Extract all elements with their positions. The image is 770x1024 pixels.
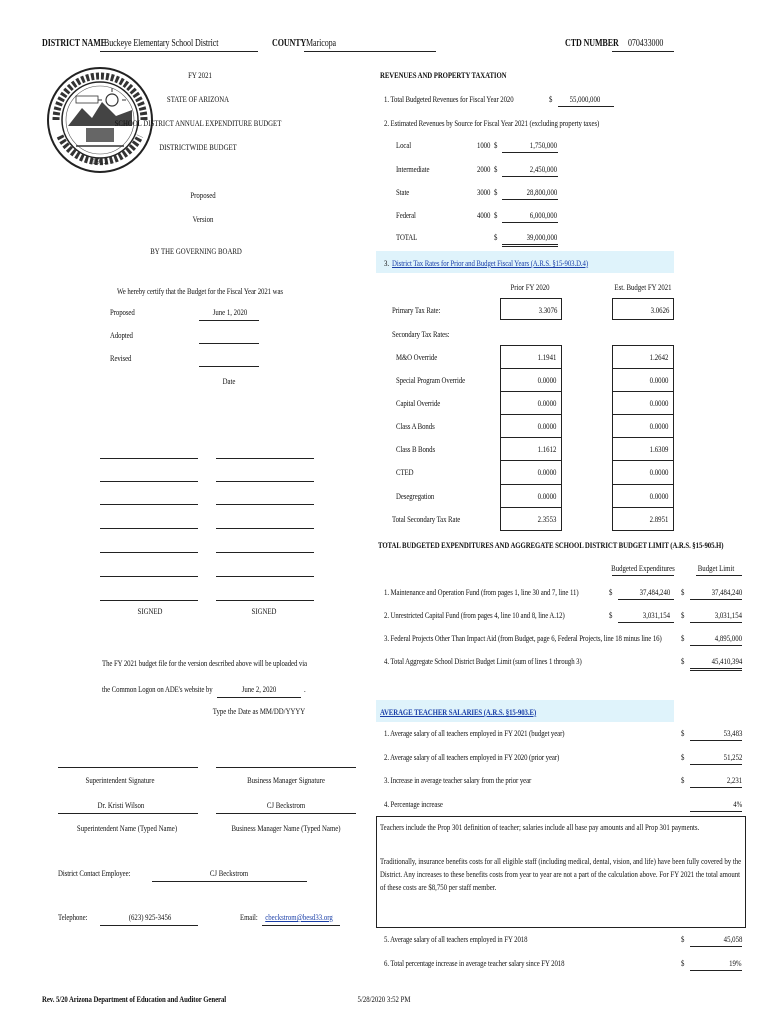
email-link[interactable]: cbeckstrom@besd33.org: [265, 912, 333, 922]
teacher-salaries-link[interactable]: AVERAGE TEACHER SALARIES (A.R.S. §15-903.E): [380, 707, 537, 717]
proposed-label: Proposed: [110, 307, 135, 317]
footer-revision: Rev. 5/20 Arizona Department of Education and Auditor General: [42, 994, 227, 1004]
certify-text: We hereby certify that the Budget for the Fiscal Year 2021 was: [117, 286, 283, 296]
tax-row-budget: 0.0000: [649, 421, 668, 431]
districtwide-title: DISTRICTWIDE BUDGET: [159, 142, 237, 152]
svg-text:1912: 1912: [92, 157, 108, 166]
tax-line-3-number: 3.: [384, 258, 389, 268]
district-name-value: Buckeye Elementary School District: [104, 38, 219, 49]
source-intermediate-label: Intermediate: [396, 164, 430, 174]
salary-row-label: 1. Average salary of all teachers employed in FY 2021 (budget year): [384, 728, 565, 738]
ctd-number-label: CTD NUMBER: [565, 38, 619, 49]
tax-row-label: Class A Bonds: [396, 421, 435, 431]
primary-tax-prior-box: [500, 298, 562, 320]
business-manager-typed-label: Business Manager Name (Typed Name): [231, 823, 341, 833]
limit-row-expenditures: 3,031,154: [642, 610, 670, 620]
total-secondary-label: Total Secondary Tax Rate: [392, 514, 461, 524]
limit-row-label: 1. Maintenance and Operation Fund (from pages 1, line 30 and 7, line 11): [384, 587, 579, 597]
county-value: Maricopa: [306, 38, 337, 49]
tax-row-prior: 0.0000: [537, 375, 556, 385]
source-local-label: Local: [396, 140, 412, 150]
adopted-label: Adopted: [110, 330, 133, 340]
telephone-label: Telephone:: [58, 912, 88, 922]
source-total-value: 39,000,000: [526, 232, 557, 242]
salary-notes-box: [376, 816, 746, 928]
secondary-tax-label: Secondary Tax Rates:: [392, 329, 450, 339]
tax-col-budget: Est. Budget FY 2021: [614, 282, 672, 292]
source-intermediate-code: 2000: [477, 164, 491, 174]
signed-label-1: SIGNED: [137, 606, 163, 616]
upload-text-1: The FY 2021 budget file for the version described above will be uploaded via: [102, 658, 307, 668]
salary-row-label: 6. Total percentage increase in average teacher salary since FY 2018: [384, 958, 565, 968]
budget-limit-title: TOTAL BUDGETED EXPENDITURES AND AGGREGATE SCHOOL DISTRICT BUDGET LIMIT (A.R.S. §15-905.H): [378, 540, 724, 550]
salary-row-label: 3. Increase in average teacher salary from the prior year: [384, 775, 532, 785]
superintendent-signature-label: Superintendent Signature: [85, 775, 155, 785]
tax-row-budget: 0.0000: [649, 467, 668, 477]
source-state-code: 3000: [477, 187, 491, 197]
upload-date: June 2, 2020: [241, 684, 277, 694]
tax-row-budget: 0.0000: [649, 398, 668, 408]
source-state-label: State: [396, 187, 410, 197]
limit-row-expenditures: 37,484,240: [639, 587, 670, 597]
salary-row-value: 51,252: [723, 752, 742, 762]
governing-board-text: BY THE GOVERNING BOARD: [150, 246, 242, 256]
budget-title: SCHOOL DISTRICT ANNUAL EXPENDITURE BUDGET: [114, 118, 282, 128]
tax-row-budget: 1.6309: [649, 444, 668, 454]
limit-row-limit: 45,410,394: [711, 656, 742, 666]
tax-rates-link[interactable]: District Tax Rates for Prior and Budget Fiscal Years (A.R.S. §15-903.D.4): [392, 258, 589, 268]
limit-row-label: 2. Unrestricted Capital Fund (from pages 4, line 10 and 8, line A.12): [384, 610, 565, 620]
salary-note-1: Teachers include the Prop 301 definition of teacher; salaries include all base pay amounts and all Prop 301 payments.: [380, 822, 700, 832]
tax-row-prior: 0.0000: [537, 398, 556, 408]
salary-row-label: 4. Percentage increase: [384, 799, 443, 809]
email-label: Email:: [240, 912, 258, 922]
source-state-value: 28,800,000: [526, 187, 557, 197]
telephone-value: (623) 925-3456: [128, 912, 172, 922]
superintendent-typed-label: Superintendent Name (Typed Name): [76, 823, 178, 833]
ctd-number-value: 070433000: [628, 38, 664, 49]
source-total-label: TOTAL: [396, 232, 418, 242]
source-local-value: 1,750,000: [529, 140, 557, 150]
salary-row-value: 4%: [732, 799, 742, 809]
limit-row-dollar-2: $: [681, 633, 685, 643]
district-contact-label: District Contact Employee:: [58, 868, 131, 878]
fiscal-year-title: FY 2021: [188, 70, 212, 80]
source-federal-value: 6,000,000: [529, 210, 557, 220]
tax-row-prior: 1.1612: [537, 444, 556, 454]
primary-tax-label: Primary Tax Rate:: [392, 305, 441, 315]
primary-tax-prior: 3.3076: [538, 305, 557, 315]
superintendent-name: Dr. Kristi Wilson: [97, 800, 145, 810]
tax-row-prior: 0.0000: [537, 467, 556, 477]
county-label: COUNTY: [272, 38, 307, 49]
tax-row-label: Capital Override: [396, 398, 441, 408]
tax-row-label: M&O Override: [396, 352, 438, 362]
district-contact-value: CJ Beckstrom: [209, 868, 249, 878]
secondary-budget-column: [612, 345, 674, 531]
tax-col-prior: Prior FY 2020: [510, 282, 550, 292]
salary-note-2: Traditionally, insurance benefits costs for all eligible staff (including medical, dental, vision, and life) have been fully covered by the District. Any increases to these benefits costs from year to year are not a part of the calculation above. For FY 2021 the total amount of these costs are $8,750 per staff member.: [380, 856, 742, 892]
limit-row-label: 3. Federal Projects Other Than Impact Aid (from Budget, page 6, Federal Projects, line 18 minus line 16): [384, 633, 662, 643]
state-title: STATE OF ARIZONA: [166, 94, 230, 104]
upload-text-2: the Common Logon on ADE's website by: [102, 684, 213, 694]
tax-row-budget: 0.0000: [649, 375, 668, 385]
business-manager-name: CJ Beckstrom: [266, 800, 306, 810]
limit-row-limit: 3,031,154: [714, 610, 742, 620]
secondary-prior-column: [500, 345, 562, 531]
signed-label-2: SIGNED: [251, 606, 277, 616]
revised-label: Revised: [110, 353, 132, 363]
tax-row-label: Special Program Override: [396, 375, 466, 385]
tax-row-prior: 0.0000: [537, 421, 556, 431]
date-format-hint: Type the Date as MM/DD/YYYY: [212, 706, 306, 716]
revenues-line-1: 1. Total Budgeted Revenues for Fiscal Year 2020: [384, 94, 514, 104]
salary-row-dollar: $: [681, 775, 685, 785]
primary-tax-budget: 3.0626: [650, 305, 669, 315]
date-caption: Date: [222, 376, 236, 386]
revenues-title: REVENUES AND PROPERTY TAXATION: [380, 70, 507, 80]
salary-row-dollar: $: [681, 934, 685, 944]
proposed-date: June 1, 2020: [212, 307, 248, 317]
salary-row-value: 45,058: [723, 934, 742, 944]
tax-row-budget: 0.0000: [649, 491, 668, 501]
tax-row-budget: 1.2642: [649, 352, 668, 362]
proposed-text: Proposed: [190, 190, 216, 200]
business-manager-signature-label: Business Manager Signature: [247, 775, 325, 785]
source-total-dollar: $: [494, 232, 498, 242]
salary-row-label: 5. Average salary of all teachers employed in FY 2018: [384, 934, 528, 944]
source-local-code: 1000: [477, 140, 491, 150]
limit-row-dollar-2: $: [681, 610, 685, 620]
budget-limit-header: Budget Limit: [697, 563, 735, 573]
total-secondary-budget: 2.8951: [649, 514, 668, 524]
tax-row-prior: 0.0000: [537, 491, 556, 501]
salary-row-dollar: $: [681, 752, 685, 762]
district-name-label: DISTRICT NAME: [42, 38, 106, 49]
limit-row-dollar-1: $: [609, 587, 613, 597]
tax-row-prior: 1.1941: [537, 352, 556, 362]
salary-row-dollar: $: [681, 958, 685, 968]
salary-row-value: 53,483: [723, 728, 742, 738]
salary-row-value: 19%: [729, 958, 742, 968]
revenues-line-1-value: 55,000,000: [569, 94, 600, 104]
revenues-line-1-dollar: $: [549, 94, 553, 104]
revenues-line-2: 2. Estimated Revenues by Source for Fiscal Year 2021 (excluding property taxes): [384, 118, 600, 128]
limit-row-dollar-2: $: [681, 656, 685, 666]
primary-tax-budget-box: [612, 298, 674, 320]
tax-row-label: CTED: [396, 467, 414, 477]
source-federal-label: Federal: [396, 210, 416, 220]
limit-row-label: 4. Total Aggregate School District Budget Limit (sum of lines 1 through 3): [384, 656, 582, 666]
footer-timestamp: 5/28/2020 3:52 PM: [357, 994, 411, 1004]
salary-row-value: 2,231: [726, 775, 742, 785]
source-local-dollar: $: [494, 140, 498, 150]
source-intermediate-value: 2,450,000: [529, 164, 557, 174]
tax-row-label: Desegregation: [396, 491, 435, 501]
source-state-dollar: $: [494, 187, 498, 197]
salary-row-dollar: $: [681, 728, 685, 738]
source-intermediate-dollar: $: [494, 164, 498, 174]
salary-row-label: 2. Average salary of all teachers employed in FY 2020 (prior year): [384, 752, 560, 762]
limit-row-dollar-1: $: [609, 610, 613, 620]
limit-row-limit: 4,895,000: [714, 633, 742, 643]
limit-row-limit: 37,484,240: [711, 587, 742, 597]
budgeted-expenditures-header: Budgeted Expenditures: [611, 563, 675, 573]
upload-period: .: [304, 684, 306, 694]
total-secondary-prior: 2.3553: [537, 514, 556, 524]
version-text: Version: [192, 214, 214, 224]
source-federal-dollar: $: [494, 210, 498, 220]
source-federal-code: 4000: [477, 210, 491, 220]
limit-row-dollar-2: $: [681, 587, 685, 597]
tax-row-label: Class B Bonds: [396, 444, 436, 454]
